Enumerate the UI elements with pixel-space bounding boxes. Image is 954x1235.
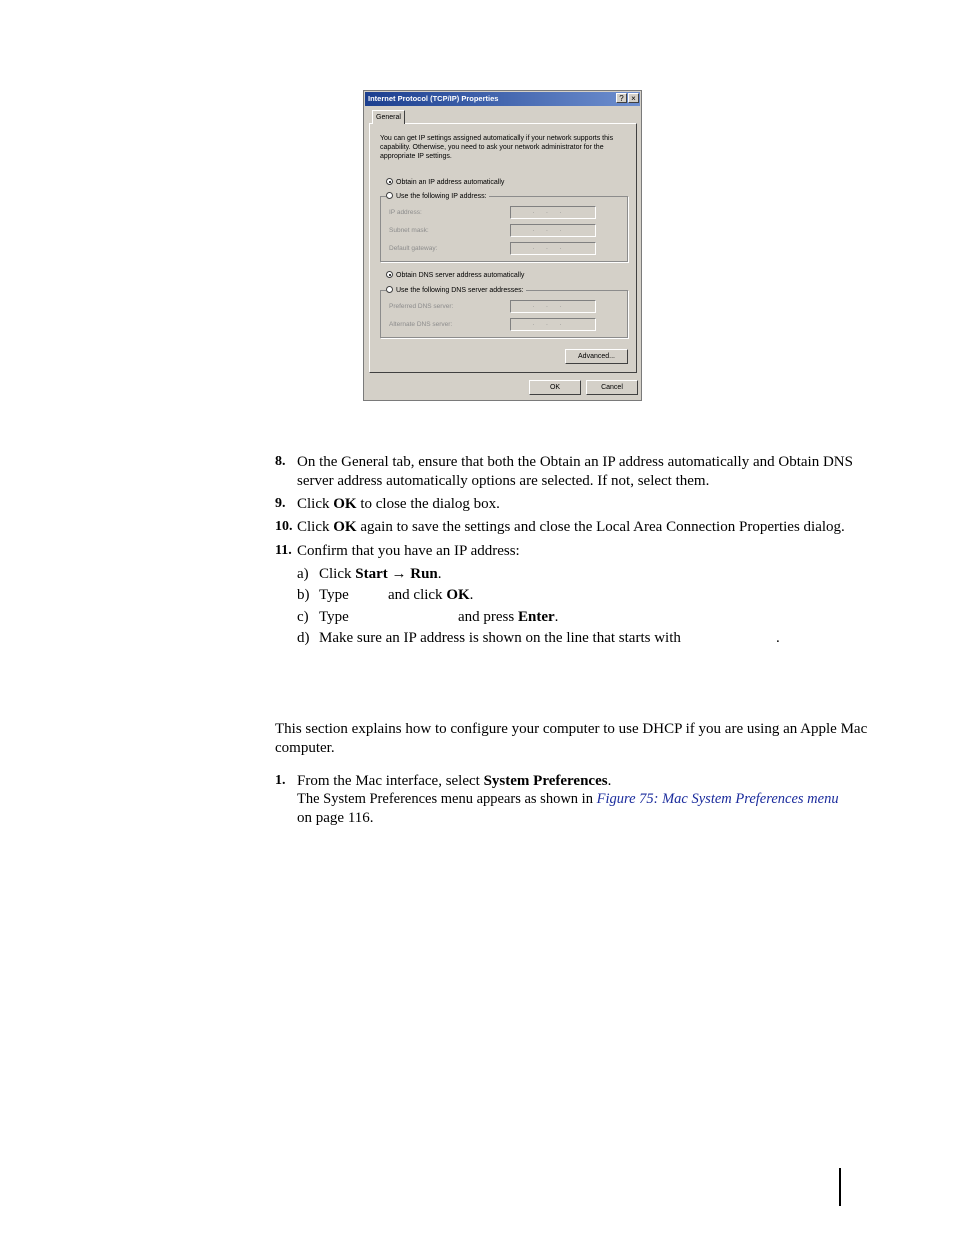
mac-intro-text: This section explains how to configure your computer to use DHCP if you are using an Apple Mac computer. (275, 721, 868, 756)
close-icon[interactable]: × (628, 93, 639, 103)
radio-obtain-dns-auto[interactable] (386, 271, 524, 280)
substep-d-text: Make sure an IP address is shown on the line that starts with (319, 630, 681, 646)
preferred-dns-field[interactable]: ... (510, 300, 596, 313)
ok-button[interactable]: OK (529, 380, 581, 395)
tab-general[interactable]: General (372, 110, 405, 124)
tcpip-properties-dialog (363, 90, 642, 401)
substep-b-text: and click OK. (388, 587, 474, 603)
cancel-button[interactable]: Cancel (586, 380, 638, 395)
substep-b-type: Type (319, 587, 349, 603)
mac-step-1-detail: The System Preferences menu appears as shown in Figure 75: Mac System Preferences menu (297, 791, 839, 807)
radio-selected-icon (386, 178, 393, 185)
advanced-button[interactable]: Advanced... (565, 349, 628, 364)
substep-d-end: . (776, 630, 780, 646)
default-gateway-label: Default gateway: (389, 245, 438, 252)
substep-label: c) (297, 609, 309, 625)
radio-label: Use the following IP address: (396, 193, 487, 200)
mac-step-1-page-ref: on page 116. (297, 810, 374, 826)
step-number: 1. (275, 773, 286, 788)
step-8-text: On the General tab, ensure that both the Obtain an IP address automatically and Obtain DNS server address automatically options are selected. If not, select them. (297, 454, 853, 489)
substep-label: b) (297, 587, 310, 603)
radio-unselected-icon (386, 192, 393, 199)
radio-label: Use the following DNS server addresses: (396, 287, 524, 294)
alternate-dns-field[interactable]: ... (510, 318, 596, 331)
radio-use-following-ip[interactable] (386, 192, 489, 201)
step-number: 11. (275, 543, 292, 558)
subnet-mask-field[interactable]: ... (510, 224, 596, 237)
step-10-text: Click OK again to save the settings and close the Local Area Connection Properties dialog. (297, 519, 845, 535)
figure-75-link[interactable]: Figure 75: Mac System Preferences menu (596, 791, 839, 807)
dialog-intro-text: You can get IP settings assigned automatically if your network supports this capability. Otherwise, you need to ask your network administrator for the appropriate IP settings. (380, 135, 614, 160)
radio-obtain-ip-auto[interactable] (386, 178, 504, 187)
help-button[interactable]: ? (616, 93, 627, 103)
alternate-dns-label: Alternate DNS server: (389, 321, 453, 328)
subnet-mask-label: Subnet mask: (389, 227, 429, 234)
step-number: 8. (275, 454, 286, 469)
ip-address-field[interactable]: ... (510, 206, 596, 219)
step-9-text: Click OK to close the dialog box. (297, 496, 500, 512)
substep-label: a) (297, 566, 309, 582)
page-margin-rule (839, 1168, 841, 1206)
step-number: 10. (275, 519, 293, 534)
substep-c-text: and press Enter. (458, 609, 559, 625)
mac-step-1-text: From the Mac interface, select System Preferences. (297, 773, 612, 789)
substep-a-text: Click Start → Run. (319, 566, 442, 582)
step-11-text: Confirm that you have an IP address: (297, 543, 520, 559)
dialog-title: Internet Protocol (TCP/IP) Properties (365, 92, 640, 106)
preferred-dns-label: Preferred DNS server: (389, 303, 454, 310)
substep-c-type: Type (319, 609, 349, 625)
radio-selected-icon (386, 271, 393, 278)
radio-label: Obtain an IP address automatically (396, 179, 505, 186)
step-number: 9. (275, 496, 286, 511)
radio-unselected-icon (386, 286, 393, 293)
ip-address-label: IP address: (389, 209, 422, 216)
default-gateway-field[interactable]: ... (510, 242, 596, 255)
substep-label: d) (297, 630, 310, 646)
radio-use-following-dns[interactable] (386, 286, 526, 295)
radio-label: Obtain DNS server address automatically (396, 272, 525, 279)
